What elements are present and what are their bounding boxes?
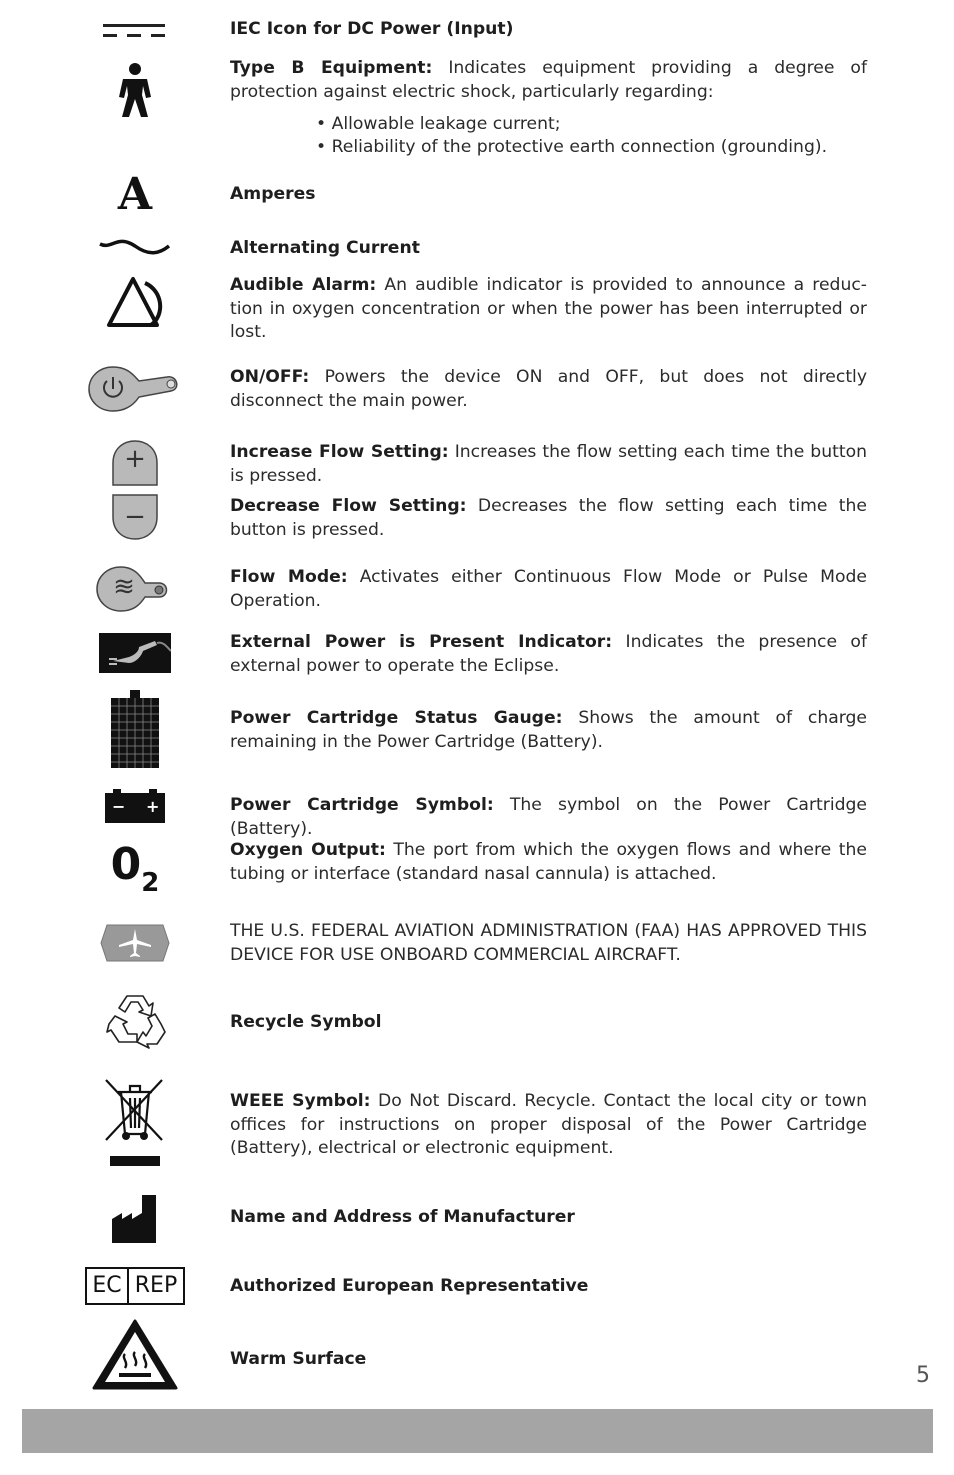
alternating-current-icon [85, 233, 185, 263]
entry-manufacturer: Name and Address of Manufacturer [230, 1207, 575, 1227]
ec-rep-icon: EC REP [85, 1266, 185, 1306]
battery-symbol-icon: − + [85, 788, 185, 824]
entry-amperes: Amperes [230, 184, 316, 204]
faa-airplane-icon [85, 922, 185, 964]
warm-surface-icon [85, 1318, 185, 1394]
increase-flow-button-icon: + [85, 438, 185, 488]
recycle-icon [85, 992, 185, 1052]
audible-alarm-icon [85, 274, 185, 330]
entry-audible-alarm: Audible Alarm: An audible indicator is provided to announce a reduc-tion in oxygen concentration or when the power has been interrupted or lost. [230, 275, 868, 342]
entry-flow-mode: Flow Mode: Activates either Continuous Flow Mode or Pulse Mode Operation. [230, 567, 867, 611]
decrease-flow-button-icon: − [85, 492, 185, 542]
on-off-button-icon [85, 362, 185, 416]
entry-on-off: ON/OFF: Powers the device ON and OFF, but does not directly disconnect the main power. [230, 367, 868, 411]
external-power-indicator-icon [85, 632, 185, 674]
amperes-icon: A [117, 168, 153, 220]
entry-warm-surface: Warm Surface [230, 1349, 367, 1369]
entry-battery-symbol: Power Cartridge Symbol: The symbol on the Power Cartridge (Battery). [230, 795, 867, 839]
entry-external-power: External Power is Present Indicator: Indicates the presence of external power to operate the Eclipse. [230, 632, 867, 676]
entry-battery-gauge: Power Cartridge Status Gauge: Shows the amount of charge remaining in the Power Cartridge (Battery). [230, 708, 867, 752]
oxygen-output-icon: 02 [110, 838, 160, 898]
manufacturer-factory-icon [85, 1190, 185, 1244]
type-b-equipment-icon [85, 60, 185, 120]
footer-bar [22, 1409, 933, 1453]
bullet-grounding: • Reliability of the protective earth connection (grounding). [316, 137, 828, 157]
dc-power-icon [85, 18, 185, 44]
weee-bin-icon [85, 1078, 185, 1168]
entry-weee: WEEE Symbol: Do Not Discard. Recycle. Contact the local city or town offices for instructions on proper disposal of the Power Cartridge (Battery), electrical or electronic equipment. [230, 1091, 867, 1158]
entry-dc-power: IEC Icon for DC Power (Input) [230, 19, 514, 39]
entry-decrease-flow: Decrease Flow Setting: Decreases the flow setting each time the button is pressed. [230, 496, 867, 540]
flow-mode-button-icon: ≋ [85, 562, 185, 616]
entry-alternating-current: Alternating Current [230, 238, 420, 258]
entry-recycle: Recycle Symbol [230, 1012, 382, 1032]
battery-gauge-icon [85, 690, 185, 770]
entry-faa: THE U.S. FEDERAL AVIATION ADMINISTRATION (FAA) HAS APPROVED THIS DEVICE FOR USE ONBOARD COMMERCIAL AIRCRAFT. [230, 921, 867, 965]
page-number: 5 [916, 1363, 930, 1388]
entry-ec-rep: Authorized European Representative [230, 1276, 589, 1296]
entry-increase-flow: Increase Flow Setting: Increases the flow setting each time the button is pressed. [230, 442, 867, 486]
bullet-leakage: • Allowable leakage current; [316, 114, 561, 134]
entry-oxygen-output: Oxygen Output: The port from which the oxygen flows and where the tubing or interface (standard nasal cannula) is attached. [230, 840, 867, 884]
entry-type-b: Type B Equipment: Indicates equipment providing a degree of protection against electric shock, particularly regarding: [230, 58, 867, 102]
